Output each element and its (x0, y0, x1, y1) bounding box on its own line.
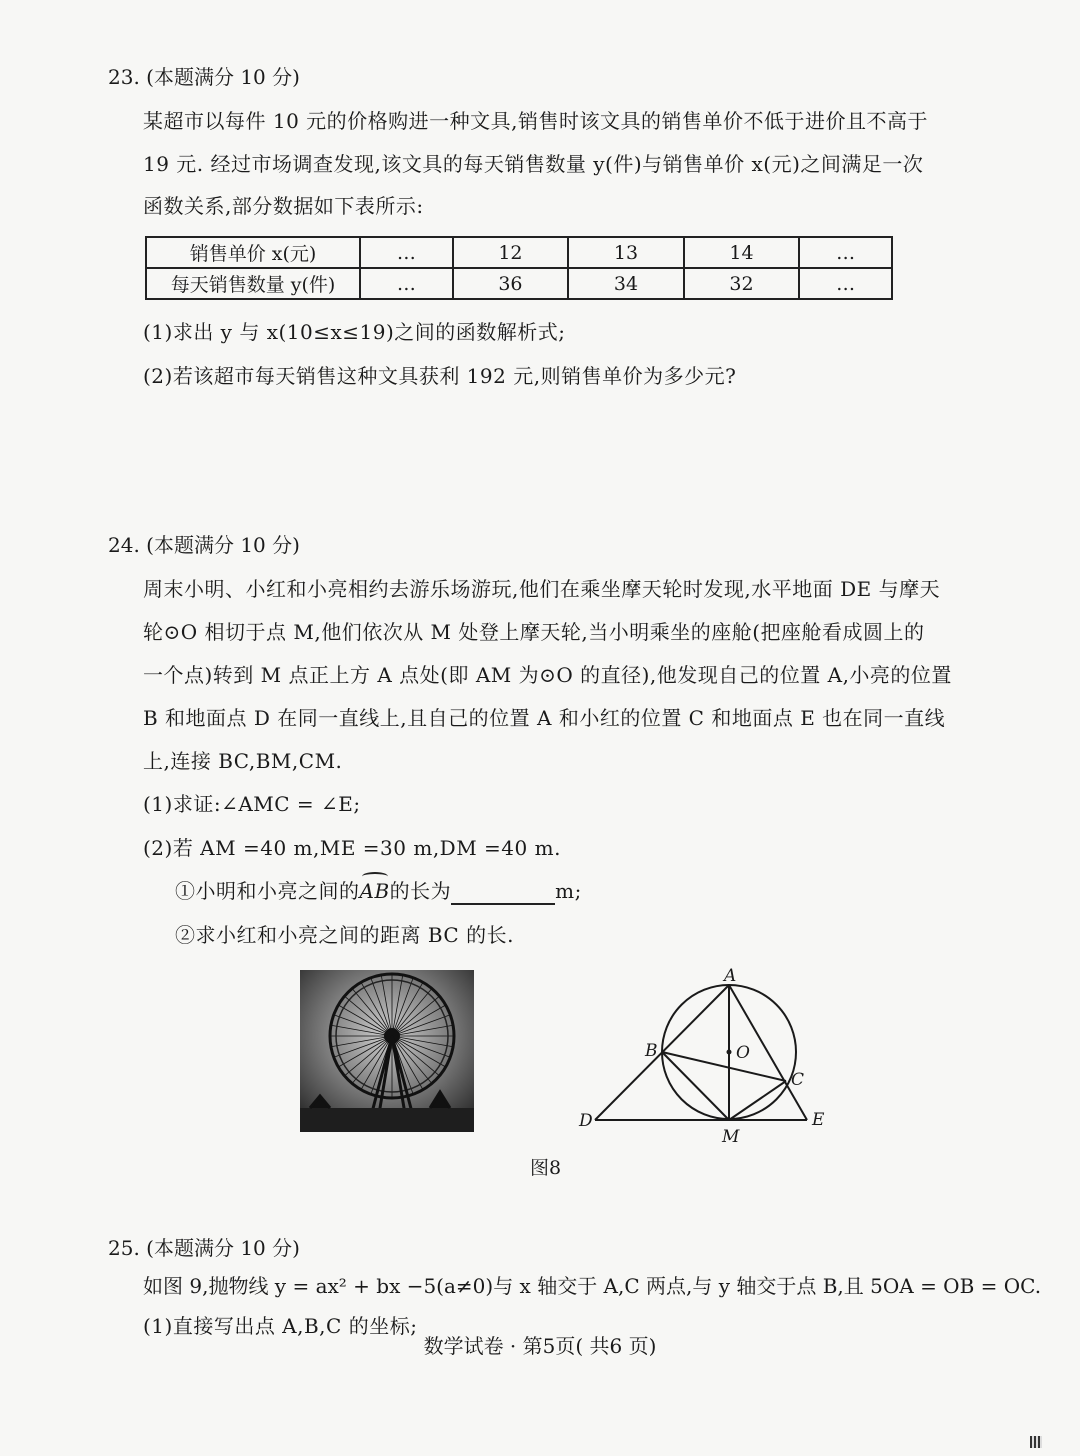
q25-part1: (1)直接写出点 A,B,C 的坐标; (143, 1314, 418, 1338)
table-cell: 销售单价 x(元) (146, 237, 360, 268)
q25-text-line: 如图 9,抛物线 y = ax² + bx −5(a≠0)与 x 轴交于 A,C 两点,与 y 轴交于点 B,且 5OA = OB = OC. (143, 1274, 1042, 1298)
page-footer: 数学试卷 · 第5页( 共6 页) (423, 1334, 657, 1358)
ferris-wheel-photo (300, 970, 474, 1132)
q23-text-line: 某超市以每件 10 元的价格购进一种文具,销售时该文具的销售单价不低于进价且不高于 (143, 109, 929, 133)
table-cell: … (360, 268, 453, 299)
table-cell: 13 (568, 237, 684, 268)
q23-text-line: 函数关系,部分数据如下表所示: (143, 194, 424, 218)
figure-caption: 图8 (530, 1157, 562, 1179)
subpart-text: 的长为 (389, 879, 452, 903)
table-cell: 36 (453, 268, 569, 299)
q23-part1: (1)求出 y 与 x(10≤x≤19)之间的函数解析式; (143, 320, 566, 344)
answer-blank (451, 881, 555, 905)
q23-data-table (145, 236, 893, 300)
q24-text-line: 上,连接 BC,BM,CM. (143, 749, 343, 773)
subpart-text: m; (555, 879, 582, 903)
q24-part1: (1)求证:∠AMC = ∠E; (143, 792, 361, 816)
table-cell: 32 (684, 268, 800, 299)
table-cell: 每天销售数量 y(件) (146, 268, 360, 299)
segment-cm (729, 1081, 786, 1120)
q23-heading: 23. (本题满分 10 分) (108, 65, 300, 89)
label-o: O (736, 1043, 750, 1063)
center-point (727, 1050, 732, 1055)
geometry-figure (575, 965, 835, 1150)
q25-heading: 25. (本题满分 10 分) (108, 1236, 300, 1260)
qr-code-icon (1030, 1436, 1042, 1448)
label-e: E (812, 1110, 825, 1130)
q24-subpart2: ②求小红和小亮之间的距离 BC 的长. (175, 923, 514, 947)
table-cell: … (360, 237, 453, 268)
label-d: D (579, 1111, 593, 1131)
table-cell: … (799, 237, 892, 268)
label-c: C (791, 1070, 805, 1090)
q23-text-line: 19 元. 经过市场调查发现,该文具的每天销售数量 y(件)与销售单价 x(元)之间满足一次 (143, 152, 924, 176)
q24-text-line: 周末小明、小红和小亮相约去游乐场游玩,他们在乘坐摩天轮时发现,水平地面 DE 与摩天 (143, 577, 941, 601)
q24-subpart1 (175, 877, 582, 905)
label-b: B (645, 1041, 658, 1061)
label-m: M (722, 1127, 740, 1147)
table-row (146, 237, 892, 268)
q24-heading: 24. (本题满分 10 分) (108, 533, 300, 557)
table-row (146, 268, 892, 299)
q24-part2: (2)若 AM =40 m,ME =30 m,DM =40 m. (143, 836, 561, 860)
table-cell: … (799, 268, 892, 299)
subpart-text: ①小明和小亮之间的 (175, 879, 360, 903)
table-cell: 34 (568, 268, 684, 299)
q24-text-line: 轮⊙O 相切于点 M,他们依次从 M 处登上摩天轮,当小明乘坐的座舱(把座舱看成圆上的 (143, 620, 925, 644)
q24-text-line: 一个点)转到 M 点正上方 A 点处(即 AM 为⊙O 的直径),他发现自己的位置 A,小亮的位置 (143, 663, 952, 687)
q23-part2: (2)若该超市每天销售这种文具获利 192 元,则销售单价为多少元? (143, 364, 737, 388)
table-cell: 14 (684, 237, 800, 268)
segment-bc (662, 1052, 786, 1081)
arc-ab-label: AB (359, 879, 390, 903)
label-a: A (724, 966, 737, 986)
table-cell: 12 (453, 237, 569, 268)
q24-text-line: B 和地面点 D 在同一直线上,且自己的位置 A 和小红的位置 C 和地面点 E 也在同一直线 (143, 706, 946, 730)
